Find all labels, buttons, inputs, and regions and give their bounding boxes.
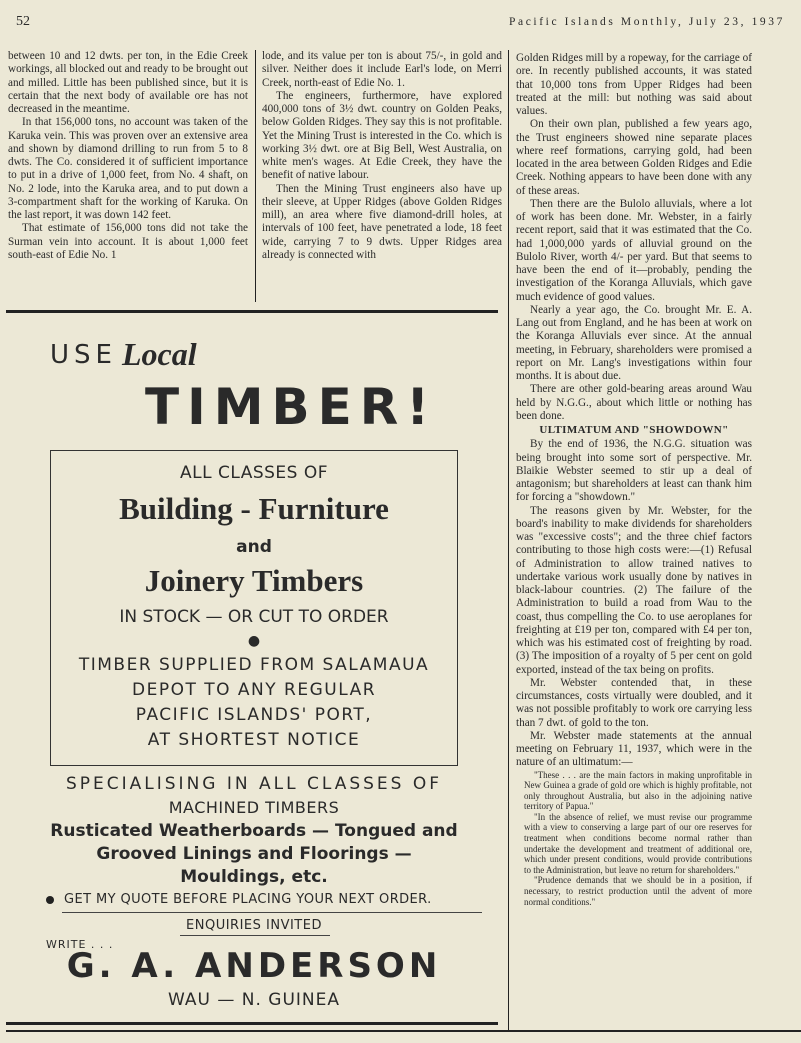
paragraph: On their own plan, published a few years ago, the Trust engineers showed nine separate places where reef formations, carrying gold, had been located in the area between Golden Ridges and Edie Creek. Nothing appears to have been done with any of these areas. bbox=[516, 118, 752, 197]
paragraph: Golden Ridges mill by a ropeway, for the carriage of ore. In recently published accounts, it was stated that 10,000 tons from Upper Ridges had been treated at the mill: but nothing was said about values. bbox=[516, 52, 752, 117]
article-column-3 bbox=[516, 52, 752, 907]
ad-use-text: USE bbox=[50, 340, 117, 370]
ad-machined-text: MACHINED TIMBERS bbox=[168, 798, 340, 817]
ad-advertiser-location: WAU — N. GUINEA bbox=[167, 990, 340, 1010]
ad-quote-line bbox=[46, 892, 480, 907]
block-quote bbox=[524, 770, 752, 908]
quote-paragraph: "Prudence demands that we should be in a position, if necessary, to restrict production until the advent of more normal conditions." bbox=[524, 875, 752, 907]
ad-supply-line: PACIFIC ISLANDS' PORT, bbox=[135, 705, 373, 725]
page-header bbox=[16, 14, 785, 36]
paragraph: The reasons given by Mr. Webster, for the board's inability to make dividends for shareholders was "excessive costs"; and the three chief factors contributing to those high costs were:—(1) Refusal of Administration to allow trained natives to undertake various work usually done by natives in black-labour countries. (2) The failure of the Administration to build a road from Wau to the coast, thus compelling the Co. to use aeroplanes for freighting at £19 per ton, compared with £4 per ton, which was his estimated cost of freighting by road. (3) The imposition of a royalty of 5 per cent on gold exported, instead of the tax being on profits. bbox=[516, 504, 752, 676]
paragraph: There are other gold-bearing areas around Wau held by N.G.G., about which little or nothing has been done. bbox=[516, 383, 752, 422]
running-title: Pacific Islands Monthly, July 23, 1937 bbox=[509, 16, 785, 28]
ad-product-line: Grooved Linings and Floorings — bbox=[96, 844, 412, 864]
ad-inner-box bbox=[50, 450, 458, 766]
ad-supply-text bbox=[51, 653, 457, 753]
ad-product-line: Rusticated Weatherboards — Tongued and bbox=[50, 821, 458, 841]
paragraph: between 10 and 12 dwts. per ton, in the Edie Creek workings, all blocked out and ready to be brought out and milled. Little has been published since, but it is certain that the next body of available ore has not decreased in the meantime. bbox=[8, 50, 248, 115]
section-subheading: ULTIMATUM AND "SHOWDOWN" bbox=[539, 424, 729, 436]
quote-paragraph: "These . . . are the main factors in making unprofitable in New Guinea a grade of gold ore which is highly profitable, not only throughout Australia, but also in the adjoining native territory of Papua." bbox=[524, 769, 752, 812]
paragraph: That estimate of 156,000 tons did not take the Surman vein into account. It is about 1,000 feet south-east of Edie No. 1 bbox=[8, 222, 248, 261]
article-column-2 bbox=[262, 50, 502, 262]
ad-classes-text: ALL CLASSES OF bbox=[179, 463, 328, 483]
ad-joinery-timbers: Joinery Timbers bbox=[144, 563, 364, 598]
article-column-1 bbox=[8, 50, 248, 262]
paragraph: Mr. Webster made statements at the annual meeting on February 11, 1937, which were in the nature of an ultimatum:— bbox=[516, 729, 752, 769]
ad-local-text: Local bbox=[122, 336, 197, 372]
ad-supply-line: DEPOT TO ANY REGULAR bbox=[131, 680, 377, 700]
ad-divider bbox=[62, 912, 482, 913]
ad-specialising-text: SPECIALISING IN ALL CLASSES OF bbox=[65, 774, 443, 794]
ad-building-furniture: Building - Furniture bbox=[119, 491, 389, 526]
bullet-icon bbox=[46, 896, 54, 904]
paragraph: lode, and its value per ton is about 75/-, in gold and silver. Neither does it include Earl's lode, on Merri Creek, north-east of Edie No. 1. bbox=[262, 50, 502, 89]
bullet-icon: ● bbox=[247, 633, 261, 649]
ad-products-list bbox=[10, 820, 498, 889]
column-divider bbox=[508, 50, 509, 1030]
paragraph: Then the Mining Trust engineers also have up their sleeve, at Upper Ridges (above Golden Ridges mill), an area where five diamond-drill holes, at intervals of 100 feet, have penetrated a lode, 18 feet wide, carrying 7 to 9 dwts. Upper Ridges area already is connected with bbox=[262, 182, 502, 261]
paragraph: In that 156,000 tons, no account was taken of the Karuka vein. This was proven over an extensive area and shown by diamond drilling to run from 5 to 8 dwts. The Co. considered it of sufficient importance to put in a drive of 1,000 feet, from No. 4 shaft, on No. 2 lode, into the Karuka area, and to put down a 3-compartment shaft for the working of Karuka. On the last report, it was down 142 feet. bbox=[8, 116, 248, 221]
ad-quote-text: GET MY QUOTE BEFORE PLACING YOUR NEXT ORDER. bbox=[64, 892, 432, 907]
paragraph: Mr. Webster contended that, in these circumstances, costs virtually were doubled, and it was not possible profitably to work ore carrying less than 7 dwt. of gold to the ton. bbox=[516, 676, 752, 729]
ad-stock-text: IN STOCK — OR CUT TO ORDER bbox=[119, 607, 389, 627]
quote-paragraph: "In the absence of relief, we must revise our programme with a view to conserving a large part of our ore reserves for treatment when conditions become normal rather than undertake the development and treatment of additional ore, which under present conditions, would provide contributions to the Administration, but leave no return for shareholders." bbox=[524, 811, 752, 875]
ad-supply-line: AT SHORTEST NOTICE bbox=[147, 730, 361, 750]
page-number: 52 bbox=[16, 14, 30, 29]
ad-and-text: and bbox=[236, 537, 272, 557]
paragraph: Nearly a year ago, the Co. brought Mr. E. A. Lang out from England, and he has been at work on the Koranga Alluvials ever since. At the annual meeting, in February, shareholders were promised a report on Mr. Lang's investigations within four months. It is about due. bbox=[516, 303, 752, 382]
ad-write-text: WRITE . . . bbox=[46, 938, 114, 951]
ad-divider bbox=[180, 935, 330, 936]
ad-supply-line: TIMBER SUPPLIED FROM SALAMAUA bbox=[78, 655, 430, 675]
ad-advertiser-name: G. A. ANDERSON bbox=[66, 946, 442, 986]
ad-timber-headline: TIMBER! bbox=[145, 378, 438, 436]
column-divider bbox=[255, 50, 256, 302]
ad-enquiries-text: ENQUIRIES INVITED bbox=[186, 918, 322, 933]
ad-product-line: Mouldings, etc. bbox=[180, 867, 328, 887]
page-bottom-rule bbox=[6, 1030, 801, 1032]
paragraph: The engineers, furthermore, have explored 400,000 tons of 3½ dwt. country on Golden Peaks, below Golden Ridges. They say this is not profitable. Yet the Mining Trust is interested in the Co. which is working 3½ dwt. ore at Big Bell, West Australia, on white men's wages. At Edie Creek, they have the benefit of native labour. bbox=[262, 89, 502, 182]
paragraph: Then there are the Bulolo alluvials, where a lot of work has been done. Mr. Webster, in a fairly recent report, said that it was estimated that the Co. had 1,000,000 yards of alluvial ground on the Bulolo River, worth 4/- per yard. But that seems to have been the end of it—probably, pending the investigation of the Koranga Alluvials, which gave much evidence of good values. bbox=[516, 197, 752, 303]
ad-top-rule bbox=[6, 310, 498, 313]
paragraph: By the end of 1936, the N.G.G. situation was being brought into some sort of perspective. Mr. Blaikie Webster seemed to stir up a deal of antagonism; but shareholders at least can thank him for forcing a "showdown." bbox=[516, 438, 752, 504]
timber-advertisement bbox=[10, 318, 498, 1030]
